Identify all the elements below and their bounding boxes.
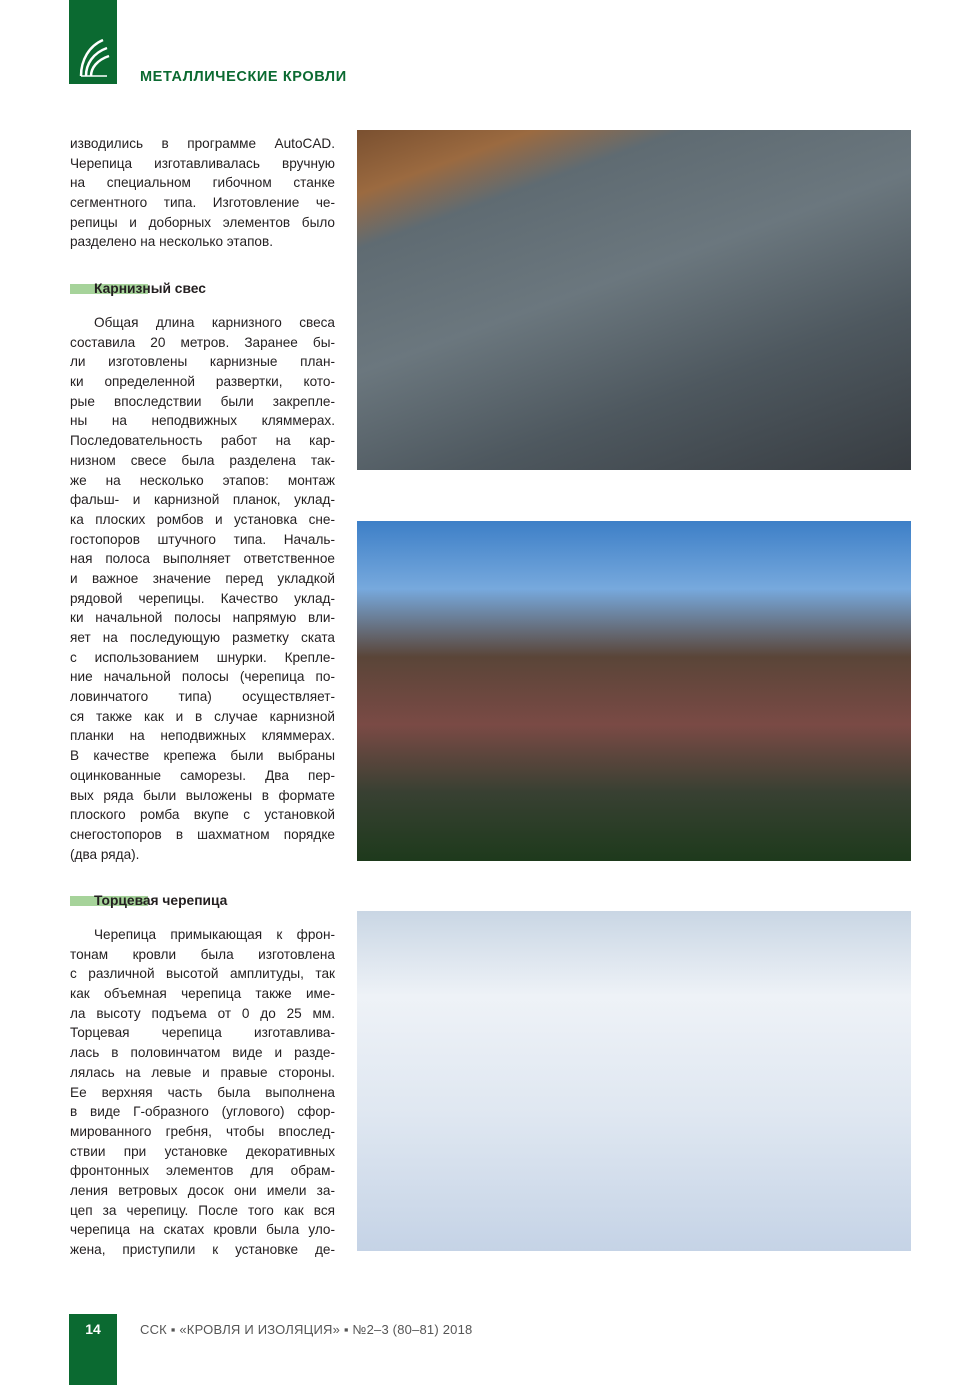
text-line: низном свесе была разделена так- [70,452,335,468]
text-line: лялась на левые и правые стороны. [70,1064,335,1080]
photo-snow-covered-chimney [357,911,911,1251]
text-line: ная полоса выполняет ответственное [70,551,335,567]
text-line: планки на неподвижных кляммерах. [70,728,335,744]
text-line: ние начальной полосы (черепица по- [70,669,335,685]
text-line: разделено на несколько этапов. [70,234,273,250]
eaves-paragraph [70,313,335,864]
text-line: ления ветровых досок они имели за- [70,1182,335,1198]
section-title: МЕТАЛЛИЧЕСКИЕ КРОВЛИ [140,69,347,85]
text-line: сегментного типа. Изготовление че- [70,195,335,211]
text-line: Ее верхняя часть была выполнена [70,1084,335,1100]
text-line: плоского ромба вкупе с установкой [70,807,335,823]
gable-tiles-paragraph [70,925,335,1260]
text-line: с использованием шнурки. Крепле- [70,649,335,665]
text-line: Общая длина карнизного свеса [94,315,335,330]
text-line: черепица на скатах кровли была уло- [70,1222,335,1238]
text-line: ли изготовлены карнизные план- [70,354,335,370]
page-number: 14 [69,1314,117,1385]
text-line: В качестве крепежа были выбраны [70,748,335,764]
subheading-gable-tiles [70,893,228,908]
text-line: гостопоров штучного типа. Началь- [70,531,335,547]
text-line: рые впоследствии были закрепле- [70,393,335,409]
subheading-text: Торцевая черепица [94,893,228,908]
text-line: в виде Г-образного (углового) сфор- [70,1104,335,1120]
text-line: тонам кровли была изготовлена [70,946,335,962]
text-line: Последовательность работ на кар- [70,433,335,449]
text-line: Черепица примыкающая к фрон- [94,927,335,942]
photo-house-diamond-tile-roof [357,521,911,861]
text-line: Торцевая черепица изготавлива- [70,1025,335,1041]
text-line: вых ряда были выложены в формате [70,787,335,803]
subheading-text: Карнизный свес [94,281,206,296]
footer-publication: ССК ▪ «КРОВЛЯ И ИЗОЛЯЦИЯ» ▪ №2–3 (80–81) 2018 [140,1322,473,1337]
photo-roof-eaves-closeup [357,130,911,470]
text-line: ствии при установке декоративных [70,1143,335,1159]
text-line: яет на последующую разметку ската [70,630,335,645]
text-line: снегостопоров в шахматном порядке [70,826,335,842]
text-line: ны на неподвижных кляммерах. [70,413,335,429]
text-line: фальш- и карнизной планок, уклад- [70,492,335,508]
text-line: фронтонных элементов для обрам- [70,1163,335,1179]
text-line: же на несколько этапов: монтаж [70,472,335,488]
text-line: репицы и доборных элементов было [70,214,335,230]
text-line: ловинчатого типа) осуществляет- [70,689,335,705]
text-line: с различной высотой амплитуды, так [70,966,335,982]
text-line: рядовой черепицы. Качество уклад- [70,590,335,606]
text-line: ки начальной полосы напрямую вли- [70,610,335,626]
text-line: ся также как и в случае карнизной [70,708,335,724]
text-line: ла высоту подъема от 0 до 25 мм. [70,1005,335,1021]
subheading-eaves [70,281,206,296]
text-line: ки определенной развертки, кото- [70,374,335,390]
text-line: лась в половинчатом виде и разде- [70,1045,335,1061]
text-line: на специальном гибочном станке [70,175,335,191]
logo-icon [77,36,111,78]
text-line: как объемная черепица также име- [70,986,335,1002]
text-line: мированного гребня, чтобы впослед- [70,1123,335,1139]
text-line: составила 20 метров. Заранее бы- [70,334,335,350]
brand-logo-bar [69,0,117,84]
text-line: оцинкованные саморезы. Два пер- [70,767,335,783]
text-line: ка плоских ромбов и установка сне- [70,511,335,527]
text-line: и важное значение перед укладкой [70,570,335,586]
text-line: цеп за черепицу. После того как вся [70,1202,335,1218]
text-line: жена, приступили к установке де- [70,1242,335,1257]
intro-paragraph [70,134,335,252]
text-line: (два ряда). [70,846,140,862]
text-line: изводились в программе AutoCAD. [70,136,335,151]
text-line: Черепица изготавливалась вручную [70,155,335,171]
